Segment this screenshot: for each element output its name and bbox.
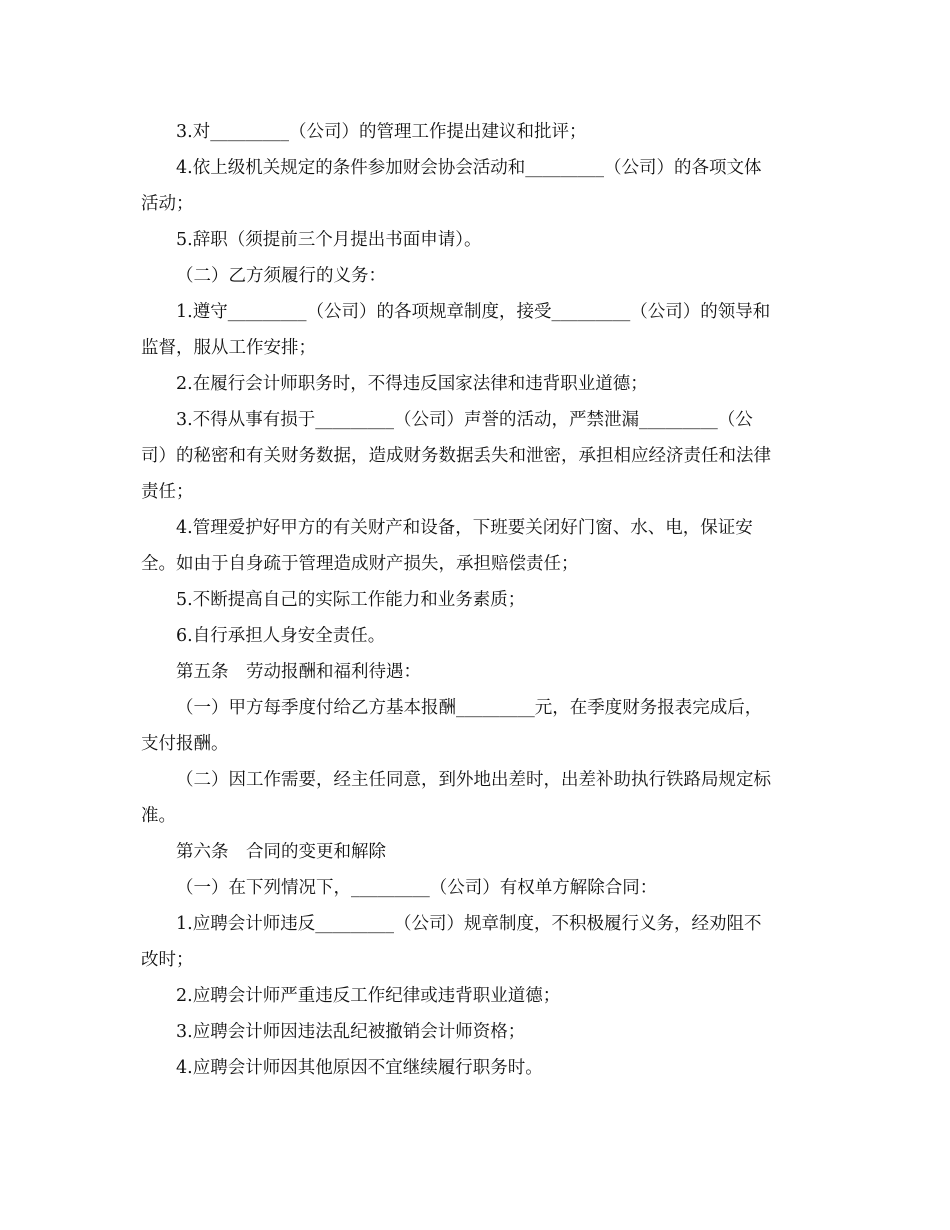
- paragraph-line: 第五条 劳动报酬和福利待遇：: [176, 662, 421, 682]
- paragraph-line: （一）在下列情况下，_________（公司）有权单方解除合同：: [176, 878, 658, 898]
- paragraph-line: 4.管理爱护好甲方的有关财产和设备，下班要关闭好门窗、水、电，保证安: [176, 518, 753, 538]
- paragraph-continuation-line: 支付报酬。: [141, 734, 229, 754]
- paragraph-line: （一）甲方每季度付给乙方基本报酬_________元，在季度财务报表完成后，: [176, 698, 763, 718]
- paragraph-line: 2.在履行会计师职务时，不得违反国家法律和违背职业道德；: [176, 374, 648, 394]
- paragraph-line: 2.应聘会计师严重违反工作纪律或违背职业道德；: [176, 986, 561, 1006]
- paragraph-continuation-line: 司）的秘密和有关财务数据，造成财务数据丢失和泄密，承担相应经济责任和法律: [141, 446, 771, 466]
- paragraph-continuation-line: 准。: [141, 806, 176, 826]
- paragraph-line: （二）乙方须履行的义务：: [176, 266, 386, 286]
- paragraph-line: 4.应聘会计师因其他原因不宜继续履行职务时。: [176, 1058, 543, 1078]
- paragraph-line: 3.不得从事有损于_________（公司）声誉的活动，严禁泄漏_________（公: [176, 410, 753, 430]
- paragraph-continuation-line: 改时；: [141, 950, 194, 970]
- paragraph-line: 5.辞职（须提前三个月提出书面申请）。: [176, 230, 482, 250]
- paragraph-continuation-line: 全。如由于自身疏于管理造成财产损失，承担赔偿责任；: [141, 554, 579, 574]
- paragraph-line: 4.依上级机关规定的条件参加财会协会活动和_________（公司）的各项文体: [176, 158, 762, 178]
- paragraph-line: 5.不断提高自己的实际工作能力和业务素质；: [176, 590, 526, 610]
- paragraph-line: 3.应聘会计师因违法乱纪被撤销会计师资格；: [176, 1022, 526, 1042]
- paragraph-continuation-line: 活动；: [141, 194, 194, 214]
- paragraph-line: （二）因工作需要，经主任同意，到外地出差时，出差补助执行铁路局规定标: [176, 770, 771, 790]
- paragraph-continuation-line: 监督，服从工作安排；: [141, 338, 316, 358]
- paragraph-line: 1.遵守_________（公司）的各项规章制度，接受_________（公司）的领导和: [176, 302, 771, 322]
- paragraph-line: 1.应聘会计师违反_________（公司）规章制度，不积极履行义务，经劝阻不: [176, 914, 762, 934]
- paragraph-line: 第六条 合同的变更和解除: [176, 842, 386, 862]
- paragraph-continuation-line: 责任；: [141, 482, 194, 502]
- paragraph-line: 6.自行承担人身安全责任。: [176, 626, 386, 646]
- paragraph-line: 3.对_________（公司）的管理工作提出建议和批评；: [176, 122, 587, 142]
